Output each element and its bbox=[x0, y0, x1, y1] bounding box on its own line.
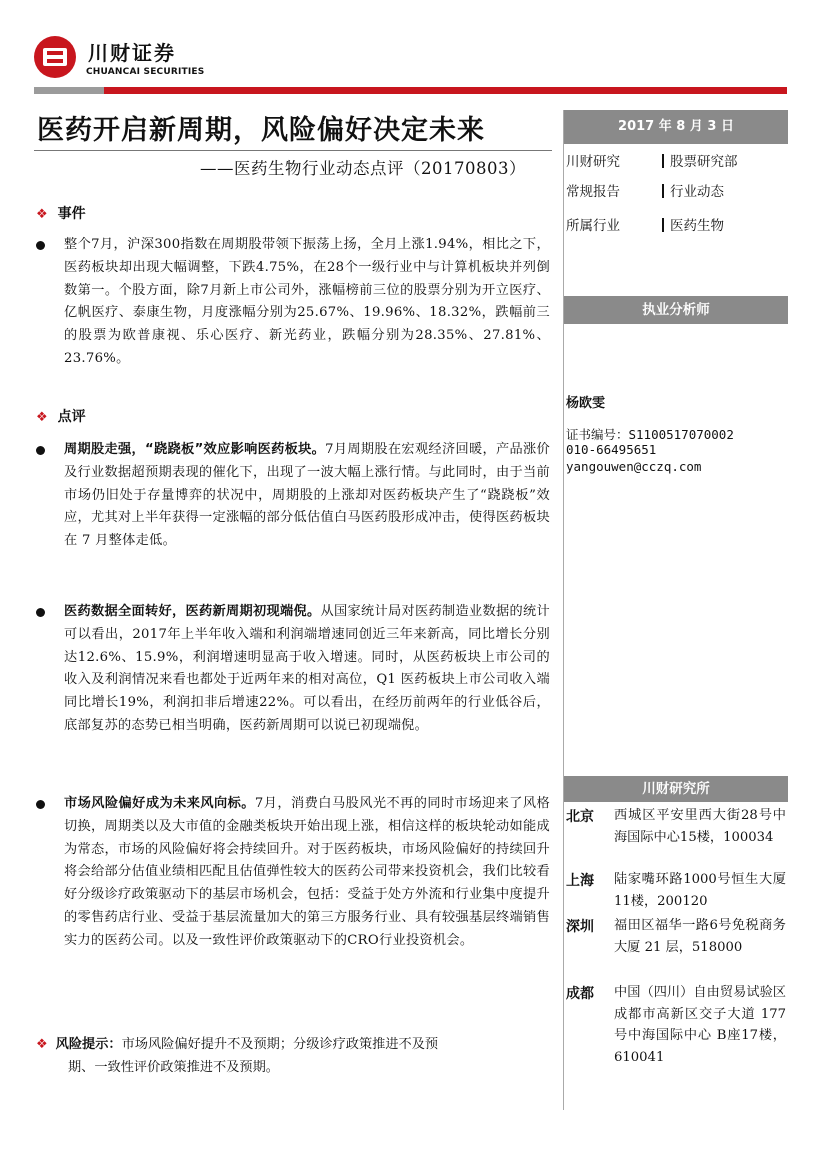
bullet-icon bbox=[36, 446, 45, 455]
diamond-icon: ❖ bbox=[36, 1037, 48, 1052]
office-city-shanghai: 上海 bbox=[566, 873, 594, 889]
analyst-header: 执业分析师 bbox=[564, 296, 788, 324]
report-date: 2017 年 8 月 3 日 bbox=[564, 110, 788, 144]
bullet-icon bbox=[36, 241, 45, 250]
event-paragraph: 整个7月，沪深300指数在周期股带领下振荡上扬，全月上涨1.94%，相比之下，医药板块却出现大幅调整，下跌4.75%，在28个一级行业中与计算机板块并列倒数第一。个股方面，除7月新上市公司外，涨幅榜前三位的股票分别为开立医疗、亿帆医疗、泰康生物，月度涨幅分别为25.67%、19.96%、18.32%，跌幅前三的股票为欧普康视、乐心医疗、新光药业，跌幅分别为28.35%、27.81%、23.76%。 bbox=[64, 237, 550, 366]
diamond-icon: ❖ bbox=[36, 207, 48, 222]
header-divider-gray bbox=[34, 87, 104, 94]
diamond-icon: ❖ bbox=[36, 410, 48, 425]
office-address-shanghai: 陆家嘴环路1000号恒生大厦11楼，200120 bbox=[614, 872, 786, 909]
logo-icon bbox=[34, 36, 76, 78]
analyst-phone: 010-66495651 bbox=[566, 442, 657, 457]
analyst-cert: 证书编号：S1100517070002 bbox=[566, 427, 734, 442]
office-city-chengdu: 成都 bbox=[566, 986, 594, 1002]
page-subtitle: ——医药生物行业动态点评（20170803） bbox=[200, 159, 526, 178]
section-event: ❖ 事件 bbox=[36, 206, 86, 222]
comment-paragraph-3: 市场风险偏好成为未来风向标。7月，消费白马股风光不再的同时市场迎来了风格切换，周期类以及大市值的金融类板块开始出现上涨，相信这样的板块轮动如能成为常态，市场的风险偏好将会持续回升。对于医药板块，市场风险偏好的持续回升将会给部分估值业绩相匹配且估值弹性较大的医药公司带来投资机会，我们比较看好分级诊疗政策驱动下的基层市场机会，包括：受益于处方外流和行业集中度提升的零售药店行业、受益于基层流量加大的第三方服务行业、具有较强基层终端销售实力的医药公司。以及一致性评价政策驱动下的CRO行业投资机会。 bbox=[64, 796, 550, 948]
office-address-chengdu: 中国（四川）自由贸易试验区成都市高新区交子大道 177 号中海国际中心 B座17楼，610041 bbox=[614, 985, 786, 1065]
sidebar-divider bbox=[563, 110, 564, 1110]
meta-row-research: 川财研究 股票研究部 bbox=[566, 154, 738, 170]
title-divider bbox=[34, 150, 552, 151]
brand-name-en: CHUANCAI SECURITIES bbox=[86, 67, 205, 77]
risk-warning: ❖ 风险提示：市场风险偏好提升不及预期；分级诊疗政策推进不及预 期、一致性评价政策推进不及预期。 bbox=[36, 1037, 439, 1075]
office-address-beijing: 西城区平安里西大街28号中海国际中心15楼，100034 bbox=[614, 808, 786, 845]
office-city-shenzhen: 深圳 bbox=[566, 919, 594, 935]
comment-paragraph-2: 医药数据全面转好，医药新周期初现端倪。从国家统计局对医药制造业数据的统计可以看出，2017年上半年收入端和利润端增速同创近三年来新高，同比增长分别达12.6%、15.9%，利润增速明显高于收入增速。同时，从医药板块上市公司的收入及利润情况来看也都处于近两年来的相对高位，Q1 医药板块上市公司收入端同比增长19%，利润扣非后增速22%。可以看出，在经历前两年的行业低谷后，底部复苏的态势已相当明确，医药新周期可以说已初现端倪。 bbox=[64, 604, 550, 733]
meta-row-report-type: 常规报告 行业动态 bbox=[566, 184, 724, 200]
meta-row-industry: 所属行业 医药生物 bbox=[566, 218, 724, 234]
brand-name: 川财证券 bbox=[88, 41, 176, 65]
header-divider-red bbox=[104, 87, 787, 94]
analyst-name: 杨欧雯 bbox=[566, 396, 606, 411]
institute-header: 川财研究所 bbox=[564, 776, 788, 802]
bullet-icon bbox=[36, 800, 45, 809]
bullet-icon bbox=[36, 608, 45, 617]
page-title: 医药开启新周期，风险偏好决定未来 bbox=[37, 115, 485, 146]
office-city-beijing: 北京 bbox=[566, 809, 594, 825]
analyst-email[interactable]: yangouwen@cczq.com bbox=[566, 459, 702, 474]
comment-paragraph-1: 周期股走强，“跷跷板”效应影响医药板块。7月周期股在宏观经济回暖，产品涨价及行业数据超预期表现的催化下，出现了一波大幅上涨行情。与此同时，由于当前市场仍旧处于存量博弈的状况中，周期股的上涨却对医药板块产生了“跷跷板”效应，尤其对上半年获得一定涨幅的部分低估值白马医药股形成冲击，使得医药板块在 7 月整体走低。 bbox=[64, 442, 550, 549]
office-address-shenzhen: 福田区福华一路6号免税商务大厦 21 层，518000 bbox=[614, 918, 786, 955]
section-comment: ❖ 点评 bbox=[36, 409, 86, 425]
